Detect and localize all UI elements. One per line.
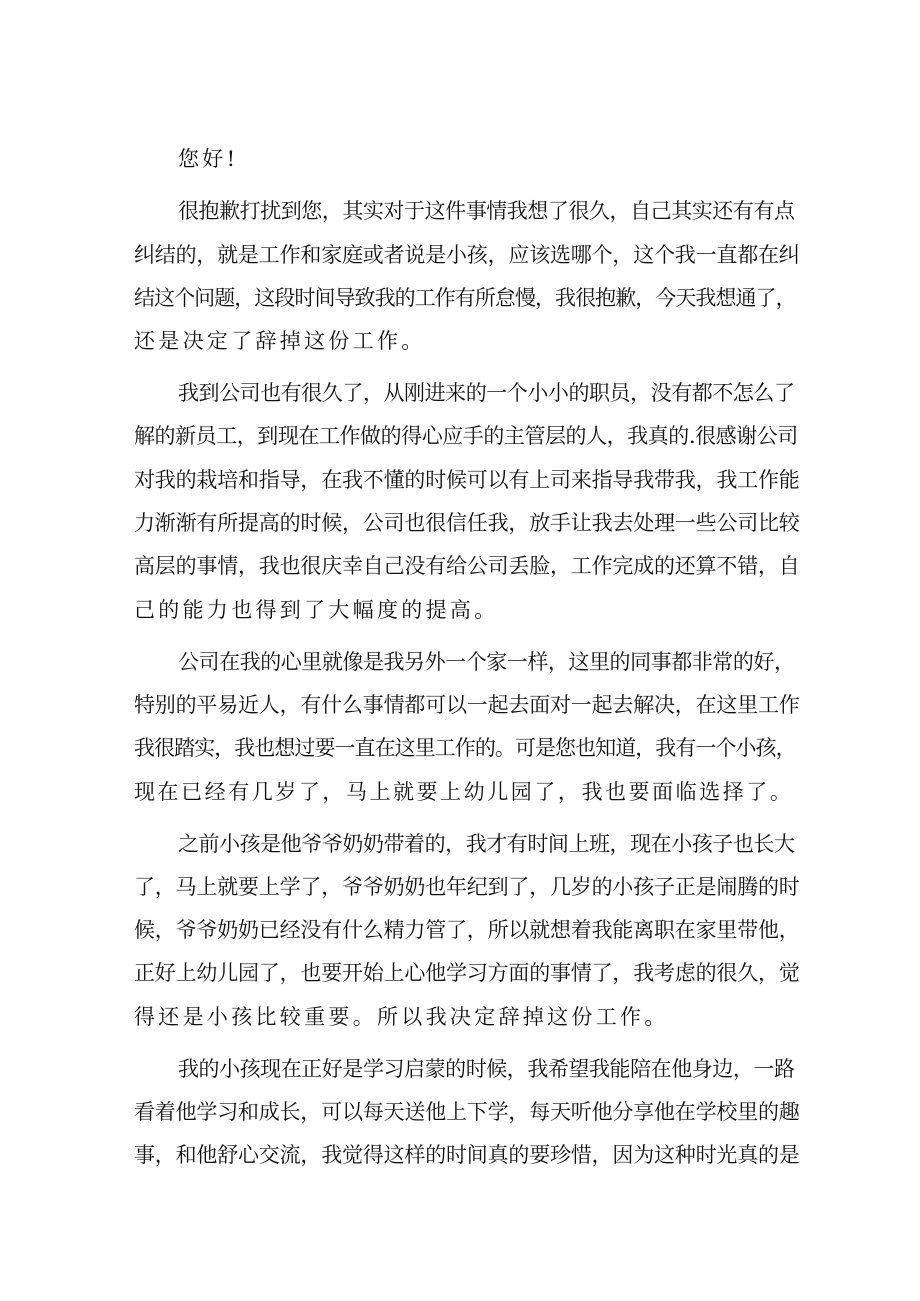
- paragraph-4-line-3: 候，爷爷奶奶已经没有什么精力管了，所以就想着我能离职在家里带他，: [134, 918, 800, 942]
- paragraph-5-line-2: 看着他学习和成长，可以每天送他上下学，每天听他分享他在学校里的趣: [134, 1100, 800, 1124]
- paragraph-2-line-4: 力渐渐有所提高的时候，公司也很信任我，放手让我去处理一些公司比较: [134, 511, 800, 535]
- paragraph-4-line-2: 了，马上就要上学了，爷爷奶奶也年纪到了，几岁的小孩子正是闹腾的时: [134, 875, 800, 899]
- paragraph-3-line-2: 特别的平易近人，有什么事情都可以一起去面对一起去解决，在这里工作: [134, 693, 800, 717]
- paragraph-4-line-5: 得还是小孩比较重要。所以我决定辞掉这份工作。: [134, 1005, 669, 1029]
- paragraph-3-line-3: 我很踏实，我也想过要一直在这里工作的。可是您也知道，我有一个小孩，: [134, 736, 796, 760]
- paragraph-2-line-3: 对我的栽培和指导，在我不懂的时候可以有上司来指导我带我，我工作能: [134, 468, 800, 492]
- paragraph-2-line-2: 解的新员工，到现在工作做的得心应手的主管层的人，我真的.很感谢公司: [134, 424, 798, 448]
- paragraph-4-line-4: 正好上幼儿园了，也要开始上心他学习方面的事情了，我考虑的很久，觉: [134, 961, 800, 985]
- paragraph-1-line-1: 很抱歉打扰到您，其实对于这件事情我想了很久，自己其实还有有点: [178, 199, 795, 223]
- paragraph-2-line-5: 高层的事情，我也很庆幸自己没有给公司丢脸，工作完成的还算不错，自: [134, 554, 800, 578]
- paragraph-3-line-4: 现在已经有几岁了，马上就要上幼儿园了，我也要面临选择了。: [134, 780, 794, 804]
- paragraph-3-line-1: 公司在我的心里就像是我另外一个家一样，这里的同事都非常的好，: [178, 650, 795, 674]
- paragraph-1-line-3: 结这个问题，这段时间导致我的工作有所怠慢，我很抱歉，今天我想通了，: [134, 286, 796, 310]
- paragraph-2-line-1: 我到公司也有很久了，从刚进来的一个小小的职员，没有都不怎么了: [178, 381, 795, 405]
- greeting: 您好!: [178, 147, 239, 171]
- paragraph-1-line-4: 还是决定了辞掉这份工作。: [134, 329, 426, 353]
- paragraph-4-line-1: 之前小孩是他爷爷奶奶带着的，我才有时间上班，现在小孩子也长大: [178, 832, 795, 856]
- paragraph-2-line-6: 己的能力也得到了大幅度的提高。: [134, 598, 499, 622]
- paragraph-5-line-1: 我的小孩现在正好是学习启蒙的时候，我希望我能陪在他身边，一路: [178, 1057, 795, 1081]
- paragraph-5-line-3: 事，和他舒心交流，我觉得这样的时间真的要珍惜，因为这种时光真的是: [134, 1143, 800, 1167]
- paragraph-1-line-2: 纠结的，就是工作和家庭或者说是小孩，应该选哪个，这个我一直都在纠: [134, 243, 800, 267]
